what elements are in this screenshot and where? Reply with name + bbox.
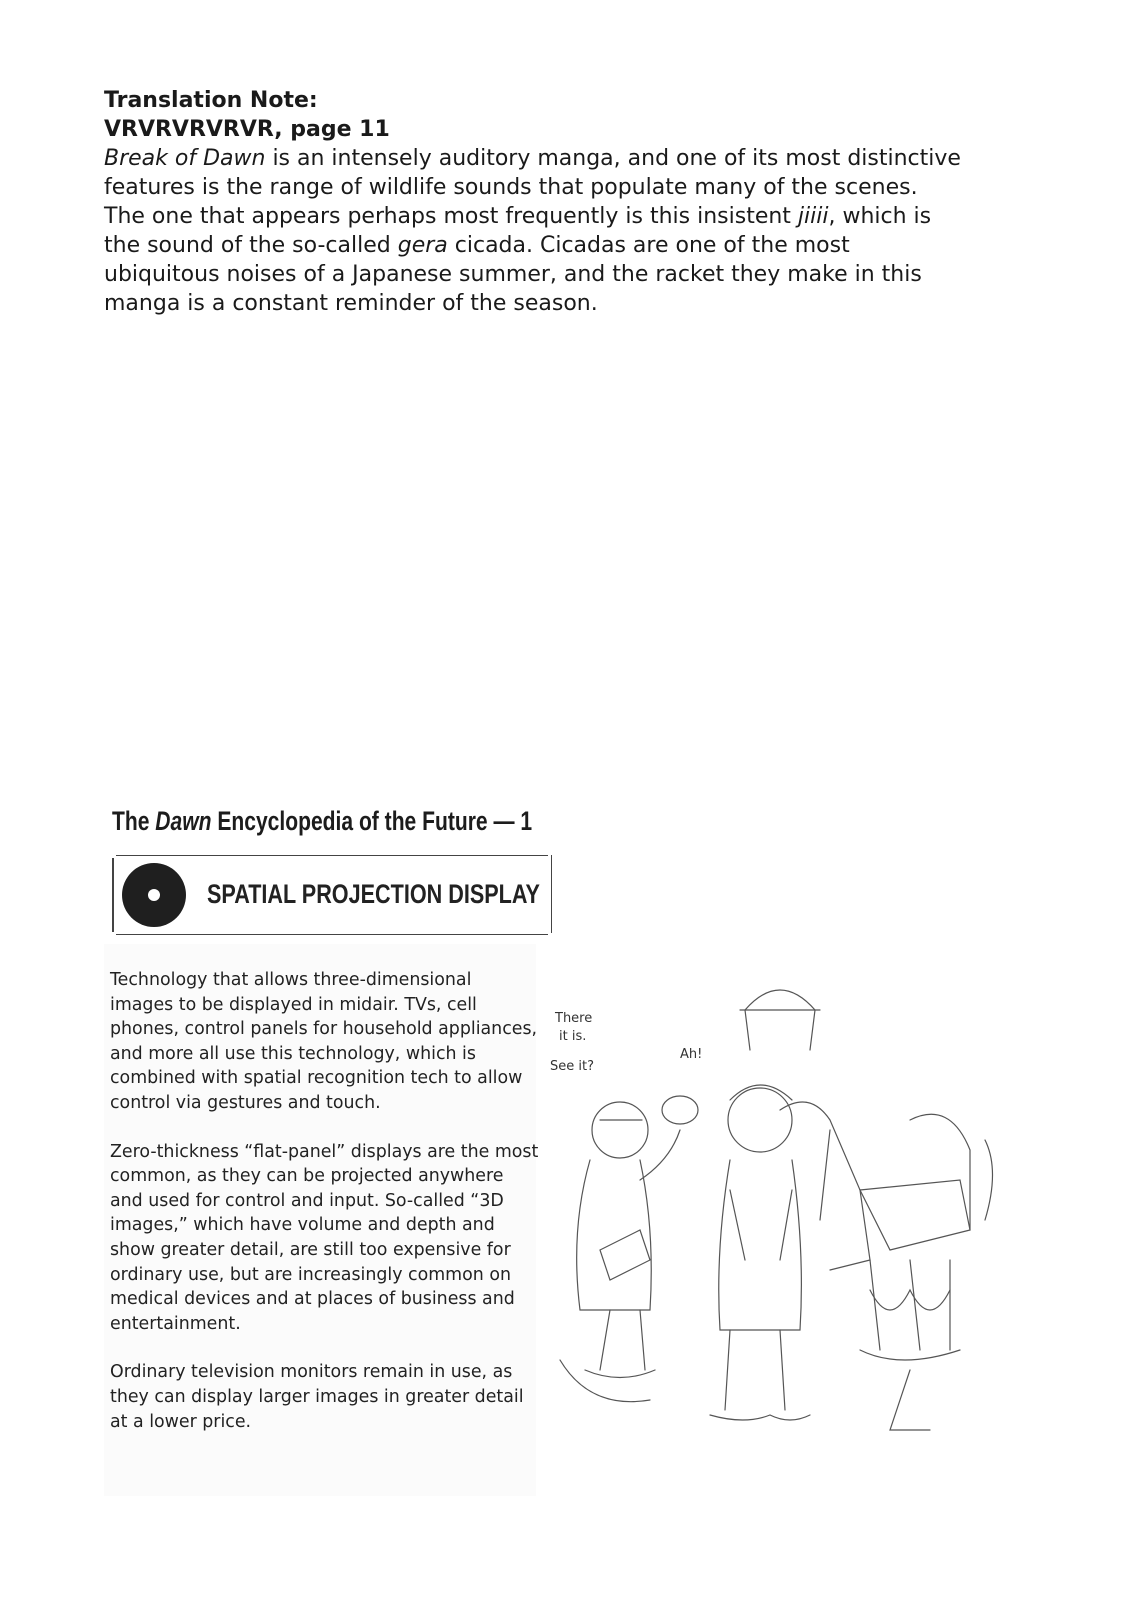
assistant-body xyxy=(577,1160,652,1310)
encyclopedia-title-italic: Dawn xyxy=(155,806,212,836)
banner-bottom-rule xyxy=(116,934,548,935)
chair-tray xyxy=(860,1180,970,1250)
disc-icon xyxy=(122,863,186,927)
description-paragraph: Zero-thickness “flat-panel” displays are the most common, as they can be projected anywhere and used for control and input. So-called “3D images,” which have volume and depth and show greater detail, are still too expensive for ordinary use, but are increasingly common on medical devices and at places of business and entertainment. xyxy=(110,1141,539,1334)
note-term-gera: gera xyxy=(397,233,448,258)
note-text-1: is an intensely auditory manga, and one of its most distinctive features is the range of wildlife sounds that populate many of the scenes. The one that appears perhaps most frequently is this insistent xyxy=(104,146,961,229)
lamp-shade xyxy=(745,990,815,1010)
topic-banner xyxy=(112,855,552,935)
speech-see-it: See it? xyxy=(550,1059,594,1074)
speech-there-it-is-2: it is. xyxy=(559,1029,587,1044)
banner-left-rule xyxy=(112,858,114,932)
patient-head xyxy=(728,1088,792,1152)
note-heading: Translation Note: xyxy=(104,88,318,113)
speech-there-it-is: There xyxy=(555,1011,593,1026)
speech-ah: Ah! xyxy=(680,1047,703,1062)
note-subheading: VRVRVRVRVR, page 11 xyxy=(104,117,390,142)
sketch-svg xyxy=(530,930,1020,1470)
encyclopedia-title-prefix: The xyxy=(112,806,156,836)
banner-label: SPATIAL PROJECTION DISPLAY xyxy=(207,879,540,909)
note-body xyxy=(104,144,964,318)
translation-note xyxy=(104,86,964,318)
description-paragraph: Ordinary television monitors remain in use, as they can display larger images in greater detail at a lower price. xyxy=(110,1362,524,1432)
banner-top-rule xyxy=(116,855,548,856)
patient-body xyxy=(719,1160,802,1330)
description-paragraph: Technology that allows three-dimensional images to be displayed in midair. TVs, cell phones, control panels for household appliances, and more all use this technology, which is combined with spatial recognition tech to allow control via gestures and touch. xyxy=(110,970,538,1113)
banner-right-rule xyxy=(551,855,553,933)
note-text-2: , which is the sound of the so-called xyxy=(104,204,932,258)
assistant-head xyxy=(592,1102,648,1158)
note-text-3: cicada. Cicadas are one of the most ubiquitous noises of a Japanese summer, and the racket they make in this manga is a constant reminder of the season. xyxy=(104,233,922,316)
encyclopedia-title xyxy=(112,806,532,837)
encyclopedia-title-suffix: Encyclopedia of the Future — 1 xyxy=(211,806,533,836)
encyclopedia-description xyxy=(110,968,540,1458)
pencil-sketch-illustration xyxy=(530,930,1020,1470)
chair-back xyxy=(780,1102,870,1270)
note-title-italic: Break of Dawn xyxy=(104,146,266,171)
note-term-jiiii: jiiii xyxy=(797,204,829,229)
